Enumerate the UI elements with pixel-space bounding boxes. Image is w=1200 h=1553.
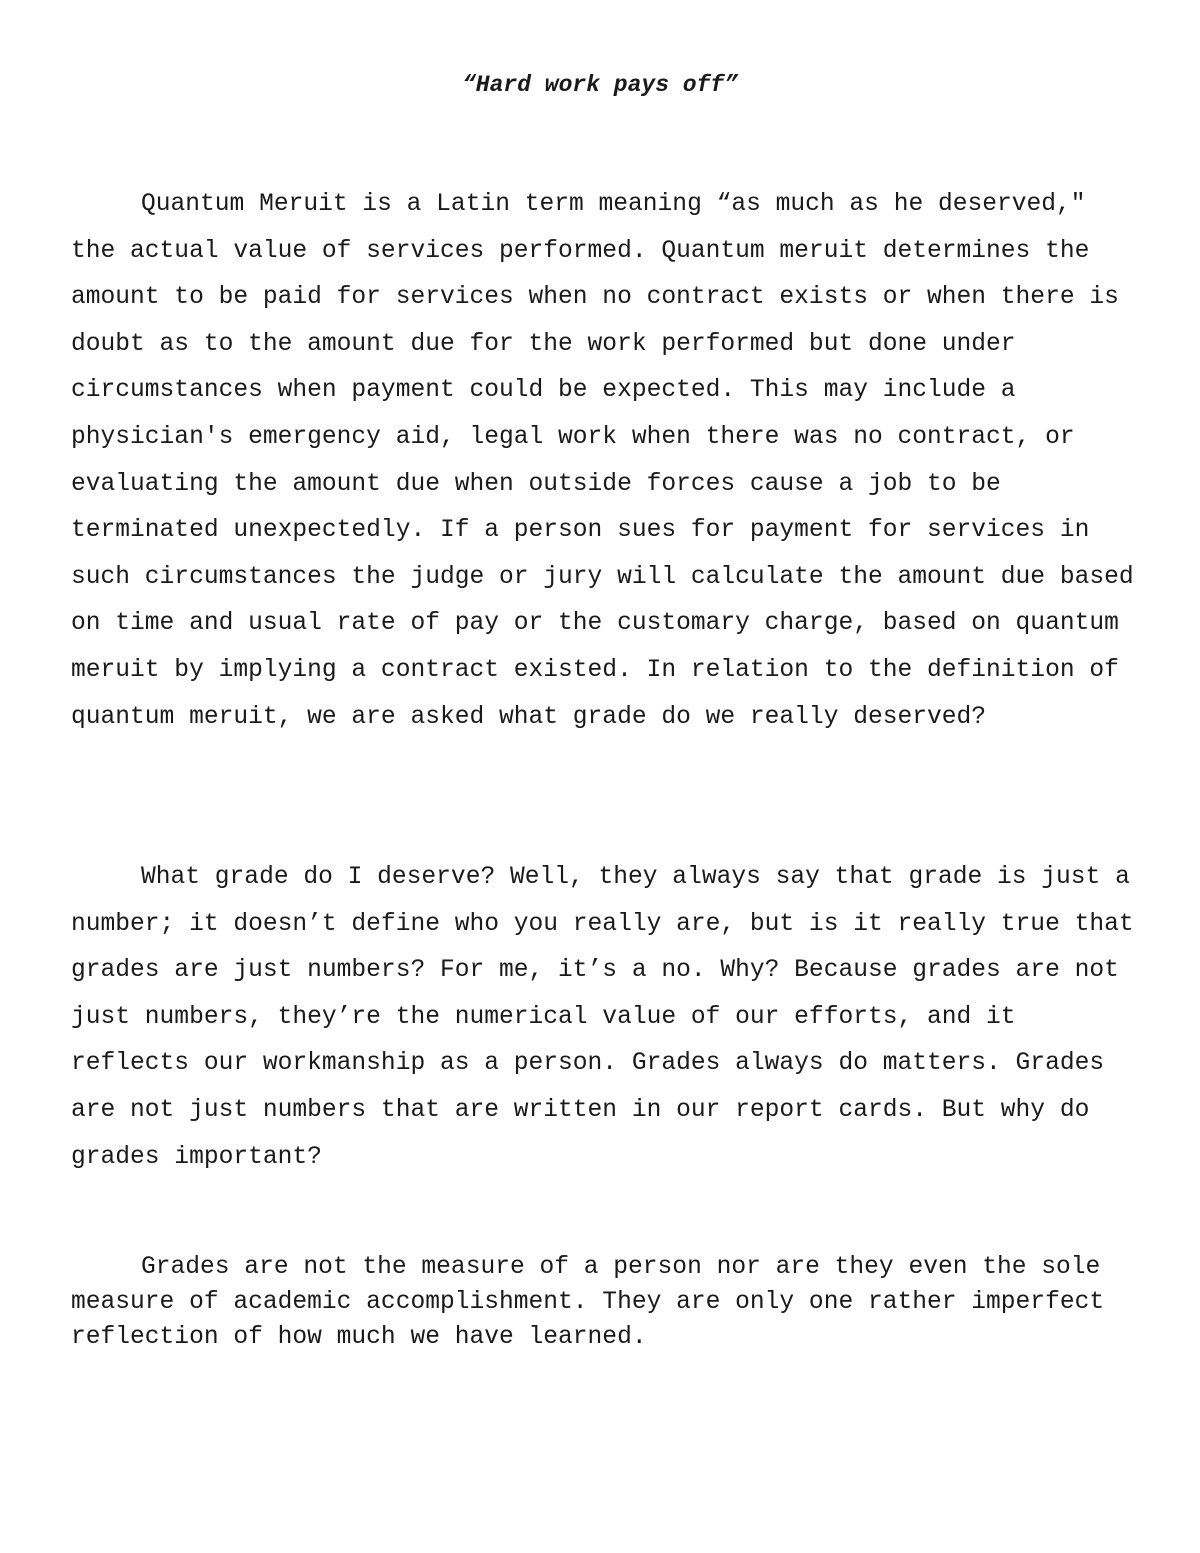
paragraph-what-grade: What grade do I deserve? Well, they always say that grade is just a number; it doesn’t define who you really are, but is it really true that grades are just numbers? For me, it’s a no. Why? Because grades are not just numbers, they’re the numerical value of our efforts, and it reflects our workmanship as a person. Grades always do matters. Grades are not just numbers that are written in our report cards. But why do grades important? — [71, 864, 1134, 1171]
document-title: “Hard work pays off” — [461, 72, 739, 98]
paragraph-quantum-meruit: Quantum Meruit is a Latin term meaning “as much as he deserved," the actual value of services performed. Quantum meruit determines the amount to be paid for services when no contract exists or when there is doubt as to the amount due for the work performed but done under circumstances when payment could be expected. This may include a physician's emergency aid, legal work when there was no contract, or evaluating the amount due when outside forces cause a job to be terminated unexpectedly. If a person sues for payment for services in such circumstances the judge or jury will calculate the amount due based on time and usual rate of pay or the customary charge, based on quantum meruit by implying a contract existed. In relation to the definition of quantum meruit, we are asked what grade do we really deserved? — [71, 191, 1134, 731]
paragraph-grades-measure: Grades are not the measure of a person nor are they even the sole measure of academic accomplishment. They are only one rather imperfect reflection of how much we have learned. — [71, 1254, 1105, 1351]
